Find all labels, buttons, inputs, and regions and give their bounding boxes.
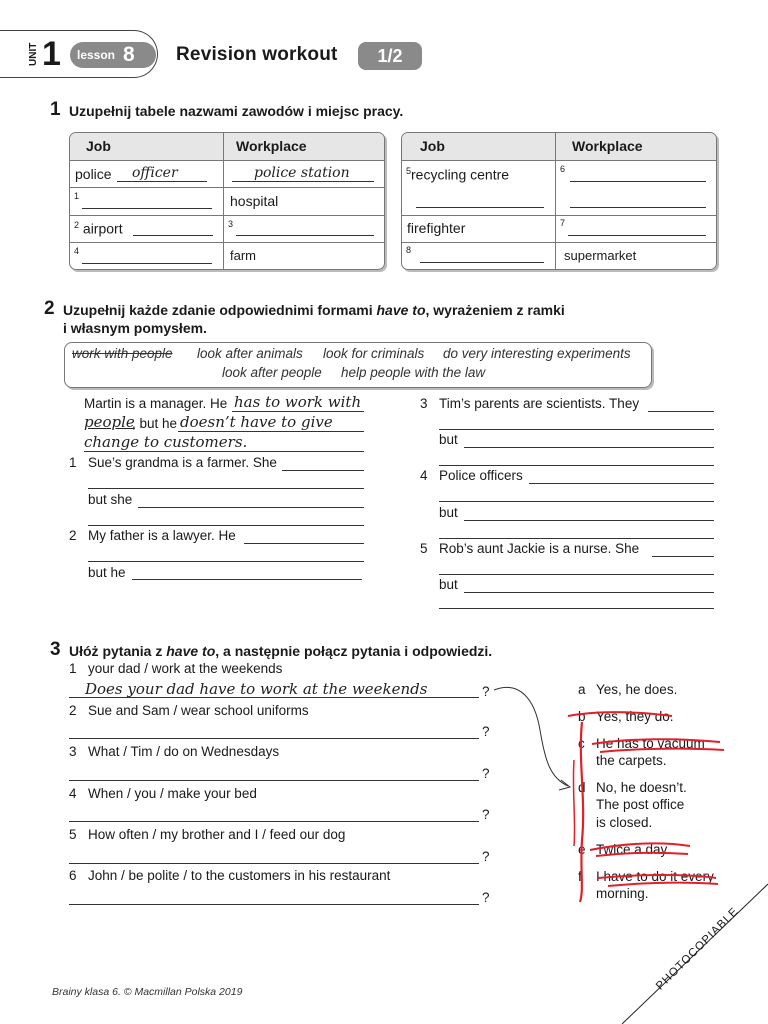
question-mark: ?	[482, 766, 490, 781]
answer-option: The post office	[596, 797, 685, 812]
sentence-prompt: Sue’s grandma is a farmer. She	[88, 455, 277, 470]
sentence-but: but	[439, 505, 458, 520]
question-mark: ?	[482, 890, 490, 905]
handwritten-answer: officer	[132, 165, 178, 181]
handwritten-answer: people	[84, 413, 135, 431]
exercise-2-instruction-line2: i własnym pomysłem.	[63, 320, 207, 336]
example-but: , but he	[132, 416, 178, 431]
handwritten-answer: has to work with	[234, 393, 362, 411]
unit-label: UNIT	[28, 42, 39, 66]
answer-letter: d	[578, 780, 586, 795]
word-box-item: do very interesting experiments	[443, 346, 631, 361]
item-number: 1	[74, 191, 80, 201]
exercise-1-instruction: Uzupełnij tabele nazwami zawodów i miejsc pracy.	[69, 103, 404, 119]
answer-letter: c	[578, 736, 585, 751]
sentence-but: but	[439, 577, 458, 592]
sentence-but: but he	[88, 565, 126, 580]
item-number: 4	[69, 786, 77, 801]
answer-option: morning.	[596, 886, 649, 901]
sentence-prompt: Rob’s aunt Jackie is a nurse. She	[439, 541, 640, 556]
handwritten-answer: police station	[254, 165, 350, 181]
answer-option: Yes, he does.	[596, 682, 678, 697]
red-strike-b	[568, 712, 672, 716]
item-number: 2	[74, 220, 80, 230]
handwritten-answer: Does your dad have to work at the weekends	[85, 680, 428, 698]
answer-letter: e	[578, 842, 586, 857]
lesson-label: lesson	[77, 48, 116, 62]
red-vertical-line-2	[573, 760, 574, 846]
item-number: 8	[406, 245, 412, 255]
item-number: 6	[69, 868, 77, 883]
word-box-item-used: work with people	[72, 346, 173, 361]
answer-option: He has to vacuum	[596, 736, 705, 751]
question-prompt: your dad / work at the weekends	[88, 661, 283, 676]
connector-arrow	[494, 687, 568, 786]
item-number: 5	[420, 541, 428, 556]
item-number: 4	[420, 468, 428, 483]
table-cell-job: airport	[82, 220, 123, 237]
word-box-item: look for criminals	[323, 346, 425, 361]
answer-letter: a	[578, 682, 586, 697]
red-vertical-line	[580, 722, 583, 902]
answer-option: the carpets.	[596, 753, 667, 768]
sentence-but: but she	[88, 492, 133, 507]
red-strike-c	[592, 739, 724, 752]
sentence-prompt: Police officers	[439, 468, 523, 483]
red-strike-f	[598, 875, 718, 886]
word-box-item: look after animals	[197, 346, 303, 361]
question-mark: ?	[482, 724, 490, 739]
table-cell-workplace: hospital	[230, 193, 279, 209]
question-prompt: Sue and Sam / wear school uniforms	[88, 703, 309, 718]
table-cell-job: firefighter	[407, 220, 466, 236]
answer-letter: f	[578, 869, 582, 884]
question-prompt: John / be polite / to the customers in his restaurant	[88, 868, 391, 883]
exercise-2-number: 2	[44, 298, 55, 319]
question-prompt: How often / my brother and I / feed our dog	[88, 827, 346, 842]
item-number: 7	[560, 218, 566, 228]
col-job-header: Job	[420, 138, 445, 154]
table-cell-job: police	[75, 166, 112, 182]
item-number: 3	[420, 396, 428, 411]
item-number: 3	[228, 219, 234, 229]
answer-option: Twice a day.	[596, 842, 671, 857]
sentence-prompt: Tim’s parents are scientists. They	[439, 396, 640, 411]
table-cell-workplace: supermarket	[564, 248, 637, 263]
item-number: 4	[74, 246, 80, 256]
col-job-header: Job	[86, 138, 111, 154]
exercise-3-instruction: Ułóż pytania z have to, a następnie połącz pytania i odpowiedzi.	[69, 643, 493, 659]
question-prompt: What / Tim / do on Wednesdays	[88, 744, 280, 759]
item-number: 1	[69, 661, 77, 676]
answer-letter: b	[578, 709, 586, 724]
exercise-1-number: 1	[50, 99, 61, 120]
question-mark: ?	[482, 849, 490, 864]
photocopiable-label: PHOTOCOPIABLE	[654, 905, 742, 993]
col-workplace-header: Workplace	[572, 138, 643, 154]
answer-option: I have to do it every	[596, 869, 714, 884]
word-box-item: help people with the law	[341, 365, 486, 380]
part-badge: 1/2	[358, 42, 422, 70]
answer-option: Yes, they do.	[596, 709, 674, 724]
lesson-number: 8	[123, 43, 135, 66]
item-number: 5	[406, 166, 412, 176]
question-mark: ?	[482, 807, 490, 822]
handwritten-answer: change to customers.	[84, 433, 248, 451]
item-number: 2	[69, 703, 77, 718]
item-number: 1	[69, 455, 77, 470]
exercise-3-number: 3	[50, 639, 61, 660]
word-box-item: look after people	[222, 365, 322, 380]
question-mark: ?	[482, 684, 490, 699]
item-number: 5	[69, 827, 77, 842]
exercise-2-instruction: Uzupełnij każde zdanie odpowiednimi formami have to, wyrażeniem z ramki	[63, 302, 565, 318]
answer-option: No, he doesn’t.	[596, 780, 687, 795]
unit-number: 1	[42, 35, 61, 73]
handwritten-answer: doesn’t have to give	[180, 413, 333, 431]
item-number: 2	[69, 528, 77, 543]
table-cell-workplace: farm	[230, 248, 256, 263]
footer-credit: Brainy klasa 6. © Macmillan Polska 2019	[52, 986, 243, 998]
item-number: 3	[69, 744, 77, 759]
page-title: Revision workout	[176, 44, 338, 65]
red-strike-e	[590, 843, 690, 856]
sentence-but: but	[439, 432, 458, 447]
item-number: 6	[560, 164, 566, 174]
example-sentence: Martin is a manager. He	[84, 396, 228, 411]
col-workplace-header: Workplace	[236, 138, 307, 154]
answer-option: is closed.	[596, 815, 653, 830]
question-prompt: When / you / make your bed	[88, 786, 257, 801]
sentence-prompt: My father is a lawyer. He	[88, 528, 236, 543]
table-cell-job: recycling centre	[411, 166, 510, 183]
